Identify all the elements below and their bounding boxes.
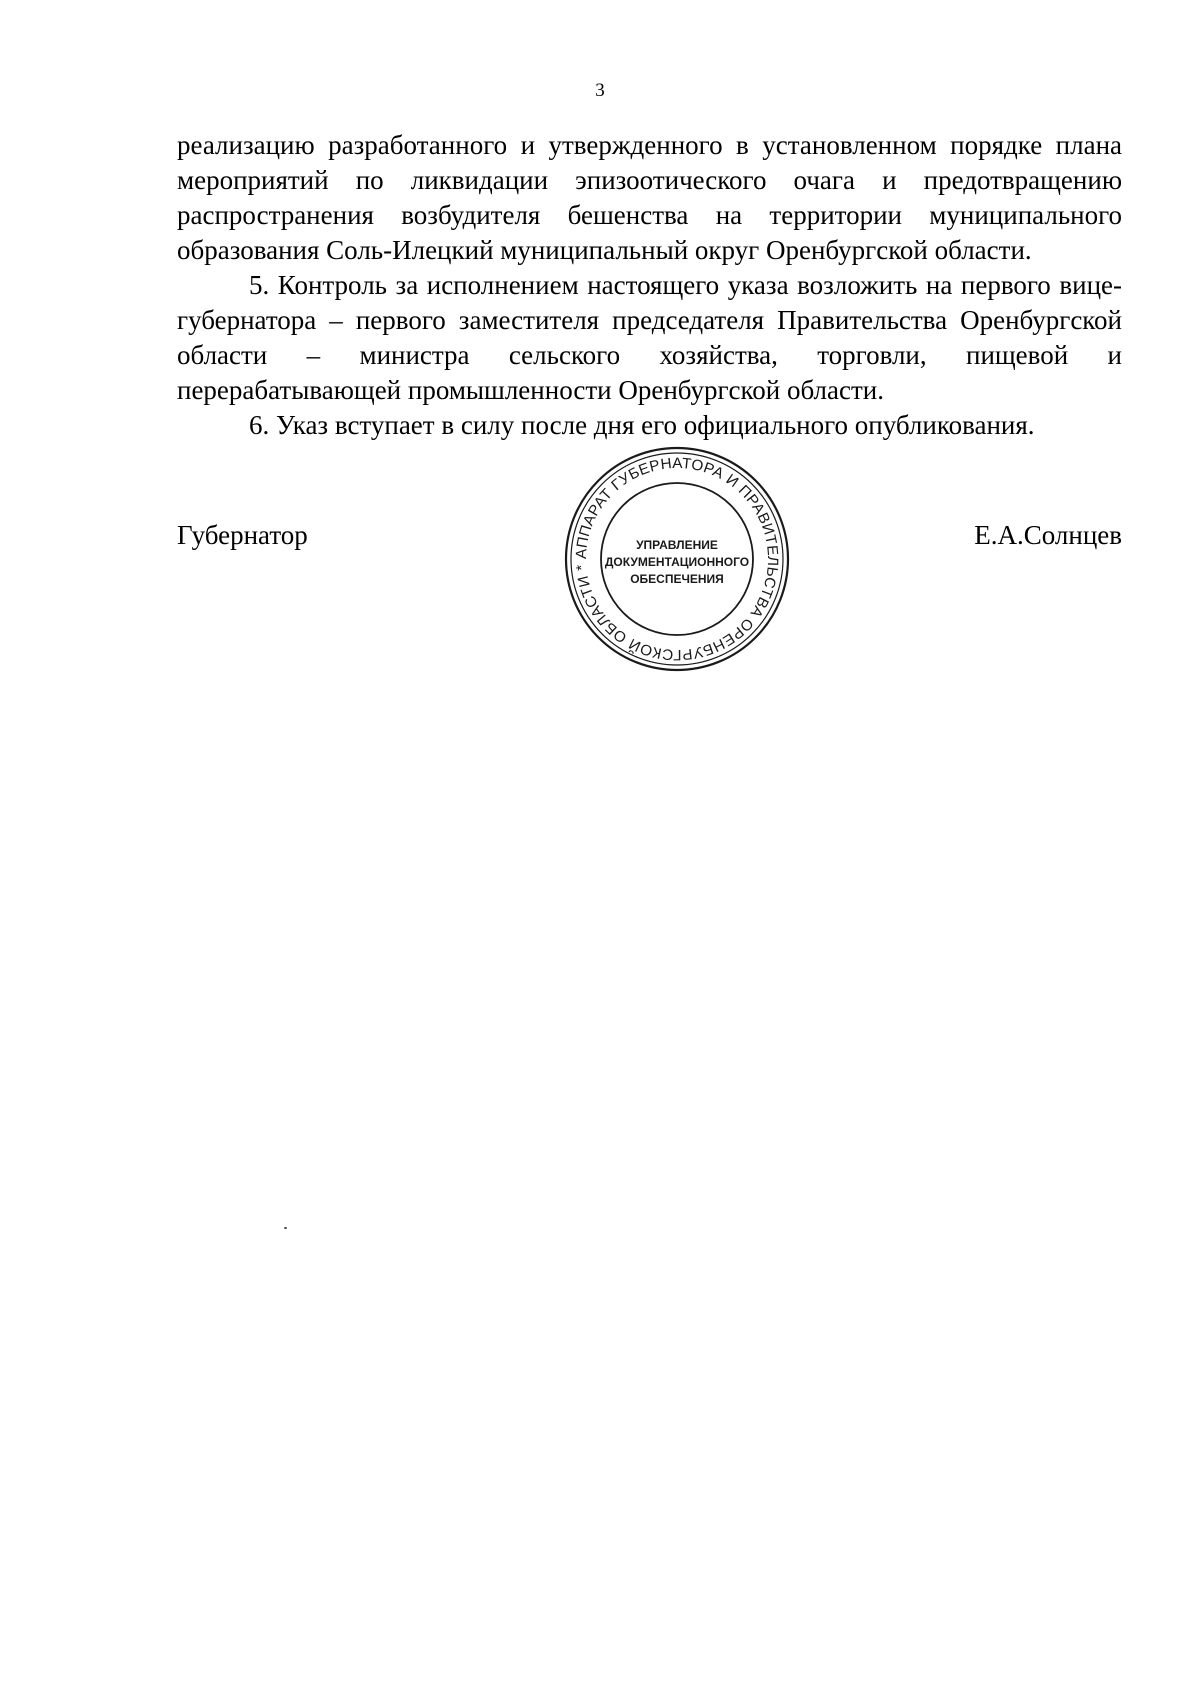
page-number: 3 bbox=[595, 80, 605, 101]
stamp-center-line-1: УПРАВЛЕНИЕ bbox=[636, 538, 718, 552]
official-stamp bbox=[564, 446, 790, 672]
paragraph-item-6: 6. Указ вступает в силу после дня его официального опубликования. bbox=[249, 410, 1035, 440]
paragraph-item-5: 5. Контроль за исполнением настоящего указа возложить на первого вице-губернатора – первого заместителя председателя Правительства Оренбургской области – министра сельского хозяйства, торговли, пищевой и перерабатывающей промышленности Оренбургской области. bbox=[177, 270, 1122, 405]
stamp-center-line-2: ДОКУМЕНТАЦИОННОГО bbox=[604, 555, 750, 569]
scan-artifact bbox=[284, 1227, 287, 1229]
stamp-outer-text: АППАРАТ ГУБЕРНАТОРА И ПРАВИТЕЛЬСТВА ОРЕНБУРГСКОЙ ОБЛАСТИ * bbox=[572, 454, 782, 664]
signatory-name: Е.А.Солнцев bbox=[974, 520, 1122, 550]
paragraph-continuation: реализацию разработанного и утвержденного в установленном порядке плана мероприятий по ликвидации эпизоотического очага и предотвращению распространения возбудителя бешенства на территории муниципального образования Соль-Илецкий муниципальный округ Оренбургской области. bbox=[177, 130, 1122, 265]
document-body bbox=[177, 128, 1122, 443]
stamp-center-line-3: ОБЕСПЕЧЕНИЯ bbox=[630, 572, 724, 586]
signatory-title: Губернатор bbox=[177, 520, 308, 550]
